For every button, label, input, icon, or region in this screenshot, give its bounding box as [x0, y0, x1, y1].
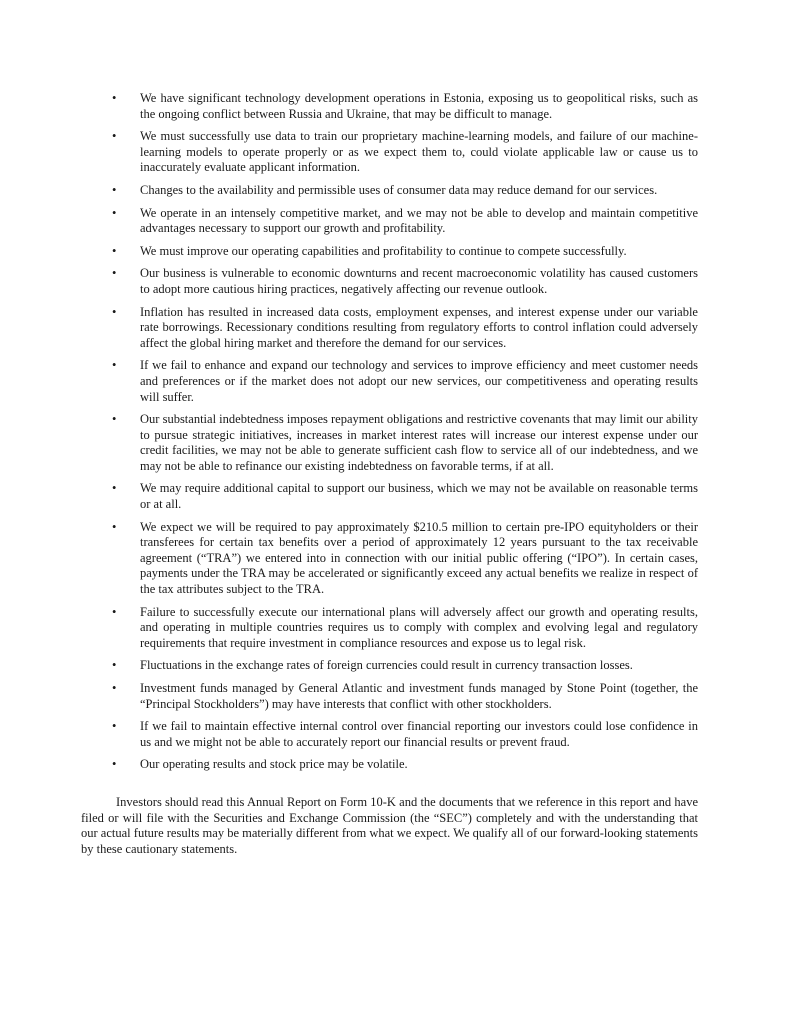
- risk-factor-text: Failure to successfully execute our international plans will adversely affect our growth and operating results, and operating in multiple countries requires us to comply with complex and evolving legal and regulatory requirements that require investment in compliance resources and expose us to legal risk.: [140, 604, 698, 650]
- bullet-icon: •: [112, 205, 117, 220]
- bullet-icon: •: [112, 757, 117, 772]
- risk-factor-text: If we fail to enhance and expand our technology and services to improve efficiency and meet customer needs and preferences or if the market does not adopt our new services, our competitiveness and operating results will suffer.: [140, 358, 698, 404]
- list-item: [0, 183, 791, 199]
- risk-factor-text: Inflation has resulted in increased data costs, employment expenses, and interest expense under our variable rate borrowings. Recessionary conditions resulting from regulatory efforts to control inflation could adversely affect the global hiring market and therefore the demand for our services.: [140, 304, 698, 350]
- risk-factor-text: Our business is vulnerable to economic downturns and recent macroeconomic volatility has caused customers to adopt more cautious hiring practices, negatively affecting our revenue outlook.: [140, 266, 698, 296]
- list-item: [0, 481, 791, 512]
- list-item: [0, 658, 791, 674]
- list-item: [0, 605, 791, 652]
- list-item: [0, 244, 791, 260]
- risk-factor-text: Our substantial indebtedness imposes repayment obligations and restrictive covenants that may limit our ability to pursue strategic initiatives, increases in market interest rates will increase our interest expense under our credit facilities, we may not be able to generate sufficient cash flow to service all of our indebtedness, and we may not be able to refinance our existing indebtedness on favorable terms, if at all.: [140, 412, 698, 473]
- bullet-icon: •: [112, 91, 117, 105]
- list-item: [0, 91, 791, 122]
- risk-factor-text: We may require additional capital to support our business, which we may not be available on reasonable terms or at all.: [140, 481, 698, 512]
- risk-factor-text: Investment funds managed by General Atlantic and investment funds managed by Stone Point (together, the “Principal Stockholders”) may have interests that conflict with other stockholders.: [140, 681, 698, 711]
- bullet-icon: •: [112, 358, 117, 373]
- list-item: [0, 719, 791, 750]
- risk-factor-text: Changes to the availability and permissible uses of consumer data may reduce demand for our services.: [140, 182, 658, 197]
- bullet-icon: •: [112, 519, 117, 534]
- risk-factor-text: If we fail to maintain effective internal control over financial reporting our investors could lose confidence in us and we might not be able to accurately report our financial results or prevent fraud.: [140, 719, 698, 749]
- risk-factor-text: We must improve our operating capabilities and profitability to continue to compete successfully.: [140, 243, 627, 258]
- bullet-icon: •: [112, 681, 117, 695]
- risk-factor-text: Fluctuations in the exchange rates of foreign currencies could result in currency transaction losses.: [140, 658, 633, 673]
- list-item: [0, 358, 791, 405]
- bullet-icon: •: [112, 182, 117, 197]
- bullet-icon: •: [112, 304, 117, 319]
- bullet-icon: •: [112, 658, 117, 673]
- list-item: [0, 129, 791, 176]
- bullet-icon: •: [112, 266, 117, 281]
- risk-factor-list: [0, 91, 791, 780]
- list-item: [0, 681, 791, 712]
- bullet-icon: •: [112, 604, 117, 619]
- list-item: [0, 206, 791, 237]
- risk-factor-text: We expect we will be required to pay approximately $210.5 million to certain pre-IPO equityholders or their transferees for certain tax benefits over a period of approximately 12 years pursuant to the tax receivable agreement (“TRA”) we entered into in connection with our initial public offering (“IPO”). In certain cases, payments under the TRA may be accelerated or significantly exceed any actual benefits we realize in respect of the tax attributes subject to the TRA.: [140, 519, 698, 597]
- list-item: [0, 266, 791, 297]
- closing-paragraph: Investors should read this Annual Report on Form 10-K and the documents that we reference in this report and have filed or will file with the Securities and Exchange Commission (the “SEC”) completely and with the understanding that our actual future results may be materially different from what we expect. We qualify all of our forward-looking statements by these cautionary statements.: [81, 795, 698, 856]
- bullet-icon: •: [112, 129, 117, 144]
- list-item: [0, 412, 791, 474]
- list-item: [0, 305, 791, 352]
- bullet-icon: •: [112, 719, 117, 734]
- risk-factor-text: We operate in an intensely competitive market, and we may not be able to develop and maintain competitive advantages necessary to support our growth and profitability.: [140, 205, 698, 236]
- bullet-icon: •: [112, 481, 117, 496]
- bullet-icon: •: [112, 243, 117, 258]
- list-item: [0, 520, 791, 598]
- risk-factor-text: We must successfully use data to train our proprietary machine-learning models, and failure of our machine-learning models to operate properly or as we expect them to, could violate applicable law or cause us to inaccurately evaluate applicant information.: [140, 129, 698, 175]
- list-item: [0, 757, 791, 773]
- bullet-icon: •: [112, 412, 117, 427]
- risk-factor-text: We have significant technology development operations in Estonia, exposing us to geopolitical risks, such as the ongoing conflict between Russia and Ukraine, that may be difficult to manage.: [140, 91, 698, 121]
- risk-factor-text: Our operating results and stock price may be volatile.: [140, 757, 408, 772]
